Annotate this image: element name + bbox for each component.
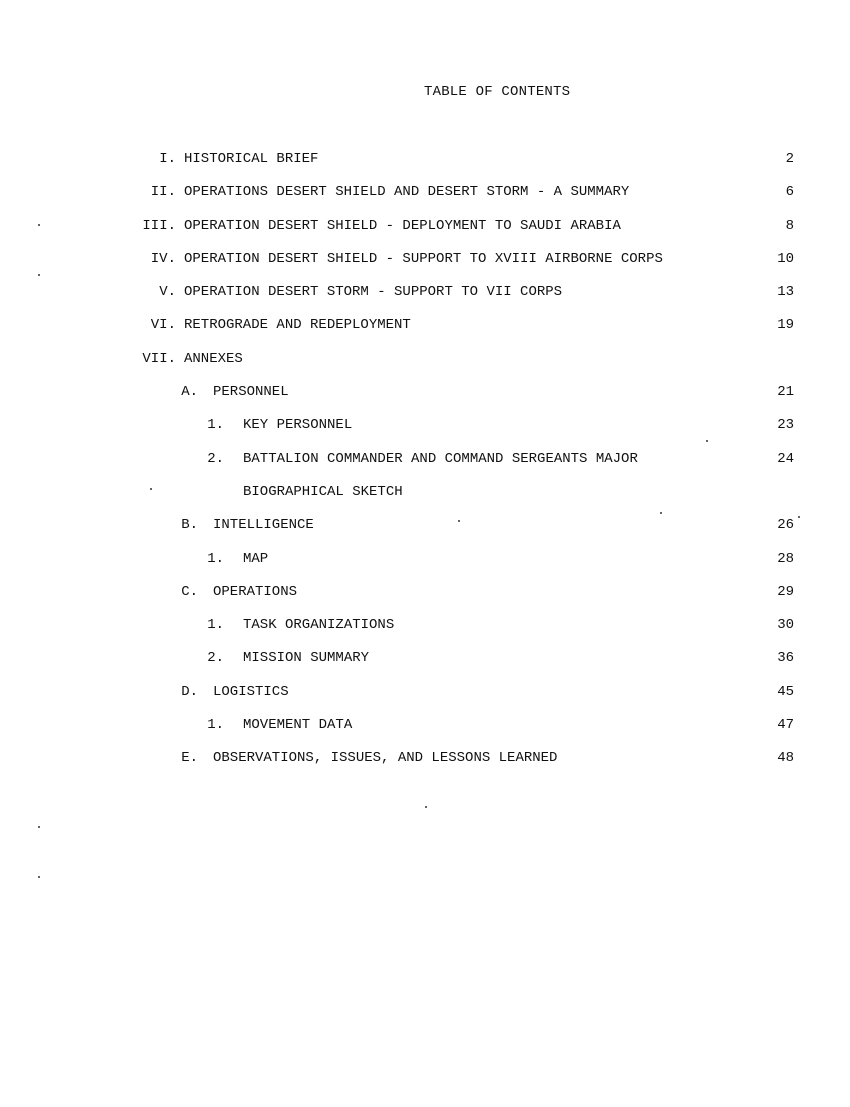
toc-entry	[0, 749, 850, 782]
scan-speck	[38, 224, 40, 226]
scan-speck	[660, 512, 662, 514]
toc-entry-number: V.	[159, 284, 176, 301]
toc-entry	[0, 283, 850, 316]
toc-entry-title: KEY PERSONNEL	[243, 417, 353, 434]
toc-entry	[0, 450, 850, 483]
toc-entry-page-number: 21	[777, 384, 794, 401]
toc-entry-number: II.	[150, 184, 176, 201]
toc-entry-number: C.	[181, 583, 198, 600]
toc-entry-title: OPERATIONS	[213, 583, 298, 600]
toc-entry-page-number: 45	[777, 683, 794, 700]
toc-entry-page-number: 6	[785, 184, 794, 201]
toc-entry-title: OPERATION DESERT STORM - SUPPORT TO VII CORPS	[184, 284, 563, 301]
toc-entry-title: OPERATIONS DESERT SHIELD AND DESERT STORM - A SUMMARY	[184, 184, 630, 201]
toc-entry	[0, 716, 850, 749]
toc-entry-number: 1.	[207, 417, 224, 434]
scan-speck	[425, 806, 427, 808]
toc-entry-number: 1.	[207, 717, 224, 734]
toc-entry-title: BATTALION COMMANDER AND COMMAND SERGEANTS MAJOR	[243, 450, 638, 467]
toc-entry-title: MOVEMENT DATA	[243, 717, 353, 734]
toc-entry	[0, 583, 850, 616]
scan-speck	[38, 876, 40, 878]
toc-entry-title: BIOGRAPHICAL SKETCH	[243, 483, 403, 500]
toc-entry-number: 1.	[207, 550, 224, 567]
toc-entry-page-number: 30	[777, 617, 794, 634]
toc-entry	[0, 316, 850, 349]
toc-entry-page-number: 28	[777, 550, 794, 567]
toc-entry-title: RETROGRADE AND REDEPLOYMENT	[184, 317, 411, 334]
toc-entry-page-number: 23	[777, 417, 794, 434]
toc-entry-page-number: 8	[785, 217, 794, 234]
toc-entry-number: A.	[181, 384, 198, 401]
toc-entry-page-number: 19	[777, 317, 794, 334]
toc-entry-page-number: 2	[785, 151, 794, 167]
toc-entry	[0, 483, 850, 516]
toc-entry	[0, 350, 850, 383]
toc-entry	[0, 383, 850, 416]
toc-entry-title: LOGISTICS	[213, 683, 289, 700]
page-title: TABLE OF CONTENTS	[424, 84, 571, 100]
toc-entry-number: 1.	[207, 617, 224, 634]
toc-entry	[0, 217, 850, 250]
toc-entry-number: D.	[181, 683, 198, 700]
toc-entry-page-number: 10	[777, 250, 794, 267]
toc-entry-page-number: 26	[777, 517, 794, 534]
toc-entry-page-number: 48	[777, 750, 794, 767]
toc-entry-number: VI.	[150, 317, 176, 334]
toc-entry-page-number: 24	[777, 450, 794, 467]
toc-entry-number: VII.	[142, 350, 176, 367]
toc-entry	[0, 250, 850, 283]
toc-entry-number: I.	[159, 151, 176, 167]
scan-speck	[798, 516, 800, 518]
toc-entry	[0, 183, 850, 216]
toc-entry-title: MISSION SUMMARY	[243, 650, 370, 667]
toc-entry-title: OBSERVATIONS, ISSUES, AND LESSONS LEARNED	[213, 750, 558, 767]
toc-entry-title: TASK ORGANIZATIONS	[243, 617, 395, 634]
toc-entry	[0, 683, 850, 716]
scan-speck	[458, 520, 460, 522]
toc-entry	[0, 416, 850, 449]
toc-entry-page-number: 47	[777, 717, 794, 734]
scan-speck	[38, 274, 40, 276]
toc-entry-title: HISTORICAL BRIEF	[184, 151, 319, 167]
toc-entry	[0, 150, 850, 183]
toc-entry	[0, 516, 850, 549]
toc-entry-number: B.	[181, 517, 198, 534]
toc-entry-title: OPERATION DESERT SHIELD - DEPLOYMENT TO SAUDI ARABIA	[184, 217, 621, 234]
toc-entry-page-number: 13	[777, 284, 794, 301]
toc-entry-number: III.	[142, 217, 176, 234]
toc-entry-number: 2.	[207, 650, 224, 667]
scan-speck	[706, 440, 708, 442]
toc-entry-number: E.	[181, 750, 198, 767]
toc-entry-number: IV.	[150, 250, 176, 267]
toc-entry-title: PERSONNEL	[213, 384, 289, 401]
toc-entry-page-number: 36	[777, 650, 794, 667]
toc-entry-title: INTELLIGENCE	[213, 517, 314, 534]
toc-entry-title: OPERATION DESERT SHIELD - SUPPORT TO XVIII AIRBORNE CORPS	[184, 250, 663, 267]
toc-list	[0, 150, 850, 783]
scan-speck	[150, 488, 152, 490]
toc-entry-number: 2.	[207, 450, 224, 467]
toc-entry-title: ANNEXES	[184, 350, 243, 367]
toc-entry	[0, 649, 850, 682]
toc-entry	[0, 616, 850, 649]
toc-entry-page-number: 29	[777, 583, 794, 600]
toc-entry	[0, 550, 850, 583]
toc-entry-title: MAP	[243, 550, 269, 567]
scan-speck	[38, 826, 40, 828]
